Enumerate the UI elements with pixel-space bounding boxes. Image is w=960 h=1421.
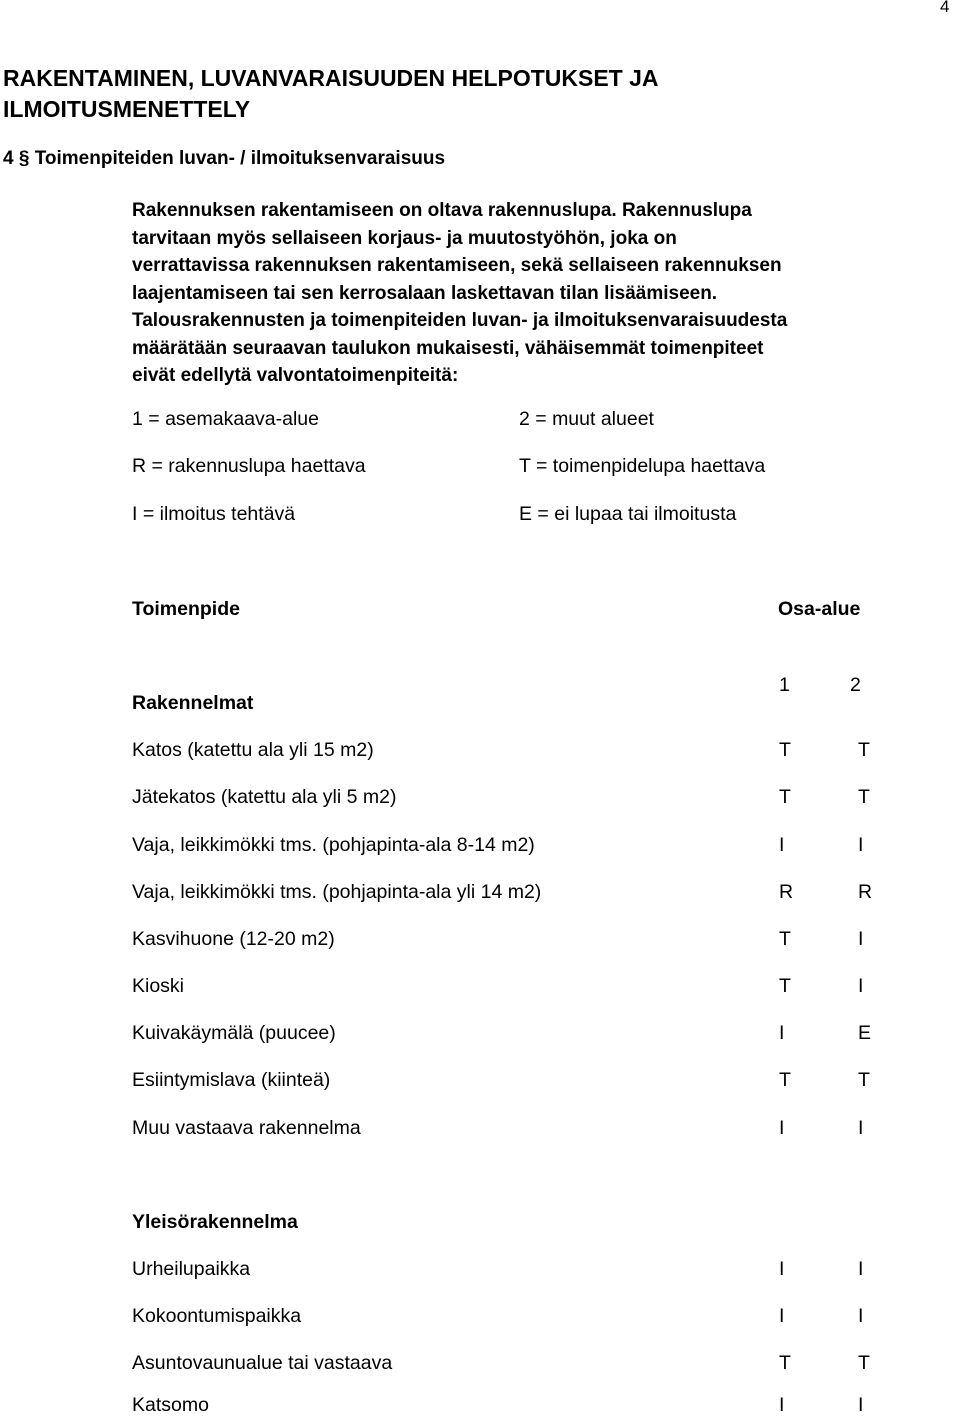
row-value-area-2: T bbox=[858, 739, 870, 761]
row-value-area-1: T bbox=[779, 928, 791, 950]
row-value-area-1: T bbox=[779, 786, 791, 808]
row-label: Asuntovaunualue tai vastaava bbox=[132, 1352, 393, 1374]
row-label: Vaja, leikkimökki tms. (pohjapinta-ala yli 14 m2) bbox=[132, 881, 542, 903]
table-row bbox=[0, 786, 960, 812]
column-header-osa-alue: Osa-alue bbox=[778, 598, 861, 620]
row-value-area-2: I bbox=[858, 975, 864, 997]
table-row bbox=[0, 1117, 960, 1143]
row-label: Kuivakäymälä (puucee) bbox=[132, 1022, 336, 1044]
legend-i: I = ilmoitus tehtävä bbox=[132, 503, 296, 525]
row-value-area-1: T bbox=[779, 1069, 791, 1091]
row-value-area-2: I bbox=[858, 1117, 864, 1139]
column-header-toimenpide: Toimenpide bbox=[132, 598, 240, 620]
table-row bbox=[0, 834, 960, 860]
group-title: Yleisörakennelma bbox=[132, 1211, 298, 1233]
row-value-area-1: T bbox=[779, 1352, 791, 1374]
table-row bbox=[0, 1022, 960, 1048]
intro-paragraph: Rakennuksen rakentamiseen on oltava rakennuslupa. Rakennuslupa tarvitaan myös sellaiseen korjaus- ja muutostyöhön, joka on verrattavissa rakennuksen rakentamiseen, sekä sellaiseen rakennuksen laajentamiseen tai sen kerrosalaan laskettavan tilan lisäämiseen. Talousrakennusten ja toimenpiteiden luvan- ja ilmoituksenvaraisuudesta määrätään seuraavan taulukon mukaisesti, vähäisemmät toimenpiteet eivät edellytä valvontatoimenpiteitä: bbox=[132, 200, 788, 386]
row-label: Vaja, leikkimökki tms. (pohjapinta-ala 8-14 m2) bbox=[132, 834, 535, 856]
row-value-area-2: I bbox=[858, 1258, 864, 1280]
row-value-area-1: I bbox=[779, 1394, 785, 1416]
table-row bbox=[0, 1258, 960, 1284]
row-value-area-2: E bbox=[858, 1022, 872, 1044]
row-value-area-1: I bbox=[779, 1117, 785, 1139]
row-label: Kokoontumispaikka bbox=[132, 1305, 302, 1327]
table-row bbox=[0, 1394, 960, 1420]
row-label: Katsomo bbox=[132, 1394, 209, 1416]
row-value-area-2: T bbox=[858, 1069, 870, 1091]
legend-t: T = toimenpidelupa haettava bbox=[519, 455, 766, 477]
row-value-area-2: T bbox=[858, 786, 870, 808]
area-col-2: 2 bbox=[850, 674, 861, 696]
row-label: Esiintymislava (kiinteä) bbox=[132, 1069, 331, 1091]
table-row bbox=[0, 1352, 960, 1378]
row-value-area-2: I bbox=[858, 1305, 864, 1327]
row-value-area-1: I bbox=[779, 1022, 785, 1044]
row-value-area-1: T bbox=[779, 739, 791, 761]
table-row bbox=[0, 1069, 960, 1095]
row-value-area-1: I bbox=[779, 1258, 785, 1280]
group-title: Rakennelmat bbox=[132, 692, 254, 714]
table-row bbox=[0, 739, 960, 765]
legend-e: E = ei lupaa tai ilmoitusta bbox=[519, 503, 737, 525]
document-title: RAKENTAMINEN, LUVANVARAISUUDEN HELPOTUKSET JA ILMOITUSMENETTELY bbox=[3, 65, 659, 122]
table-row bbox=[0, 1305, 960, 1331]
row-value-area-2: I bbox=[858, 1394, 864, 1416]
page-number: 4 bbox=[940, 0, 950, 16]
legend-area-2: 2 = muut alueet bbox=[519, 408, 654, 430]
row-value-area-1: R bbox=[779, 881, 794, 903]
row-value-area-1: T bbox=[779, 975, 791, 997]
row-value-area-1: I bbox=[779, 1305, 785, 1327]
row-value-area-2: R bbox=[858, 881, 873, 903]
legend-r: R = rakennuslupa haettava bbox=[132, 455, 366, 477]
section-heading: 4 § Toimenpiteiden luvan- / ilmoituksenvaraisuus bbox=[3, 148, 446, 169]
row-label: Kasvihuone (12-20 m2) bbox=[132, 928, 335, 950]
table-row bbox=[0, 881, 960, 907]
legend-area-1: 1 = asemakaava-alue bbox=[132, 408, 319, 430]
table-row bbox=[0, 928, 960, 954]
table-row bbox=[0, 975, 960, 1001]
row-label: Katos (katettu ala yli 15 m2) bbox=[132, 739, 374, 761]
area-col-1: 1 bbox=[779, 674, 790, 696]
row-label: Urheilupaikka bbox=[132, 1258, 251, 1280]
row-label: Muu vastaava rakennelma bbox=[132, 1117, 361, 1139]
row-value-area-2: I bbox=[858, 928, 864, 950]
row-value-area-2: I bbox=[858, 834, 864, 856]
row-value-area-1: I bbox=[779, 834, 785, 856]
row-value-area-2: T bbox=[858, 1352, 870, 1374]
row-label: Kioski bbox=[132, 975, 185, 997]
row-label: Jätekatos (katettu ala yli 5 m2) bbox=[132, 786, 397, 808]
